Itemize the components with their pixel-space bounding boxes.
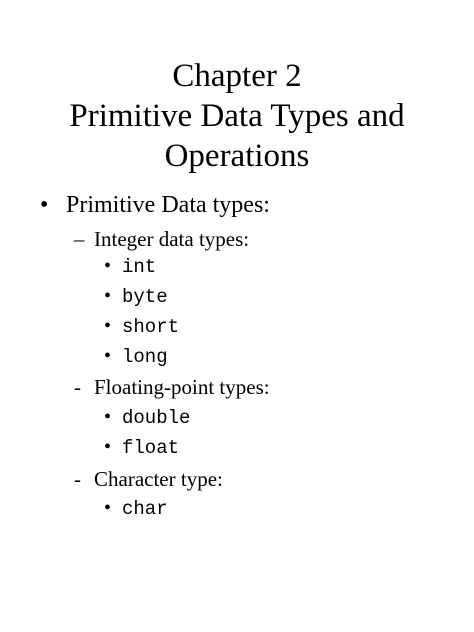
type-keyword: byte (122, 286, 168, 308)
bullet-icon: • (104, 285, 112, 307)
type-keyword: char (122, 498, 168, 520)
bullet-icon: • (104, 497, 112, 519)
sub-bullet-text: Character type: (94, 467, 223, 491)
sub-bullet-integer (74, 226, 249, 252)
main-bullet (40, 191, 270, 219)
bullet-icon: • (104, 436, 112, 458)
bullet-icon: • (104, 255, 112, 277)
sub-bullet-floating (74, 374, 270, 400)
type-keyword: short (122, 316, 180, 338)
type-item (104, 254, 156, 279)
bullet-icon: • (104, 406, 112, 428)
slide-title (0, 56, 474, 176)
main-bullet-text: Primitive Data types: (66, 192, 270, 218)
sub-bullet-character (74, 466, 223, 492)
title-line-2: Primitive Data Types and (69, 98, 405, 134)
bullet-icon: • (40, 192, 49, 218)
type-keyword: long (122, 346, 168, 368)
title-line-3: Operations (164, 138, 310, 174)
dash-icon: – (74, 227, 85, 251)
sub-bullet-text: Integer data types: (94, 227, 250, 251)
type-item (104, 496, 168, 521)
dash-icon: - (74, 375, 81, 399)
dash-icon: - (74, 467, 81, 491)
sub-bullet-text: Floating-point types: (94, 375, 270, 399)
title-line-1: Chapter 2 (172, 58, 302, 94)
type-keyword: double (122, 407, 191, 429)
bullet-icon: • (104, 315, 112, 337)
type-item (104, 435, 179, 460)
type-item (104, 344, 168, 369)
type-keyword: int (122, 256, 157, 278)
bullet-icon: • (104, 345, 112, 367)
type-item (104, 314, 179, 339)
type-item (104, 405, 190, 430)
type-item (104, 284, 168, 309)
type-keyword: float (122, 437, 180, 459)
